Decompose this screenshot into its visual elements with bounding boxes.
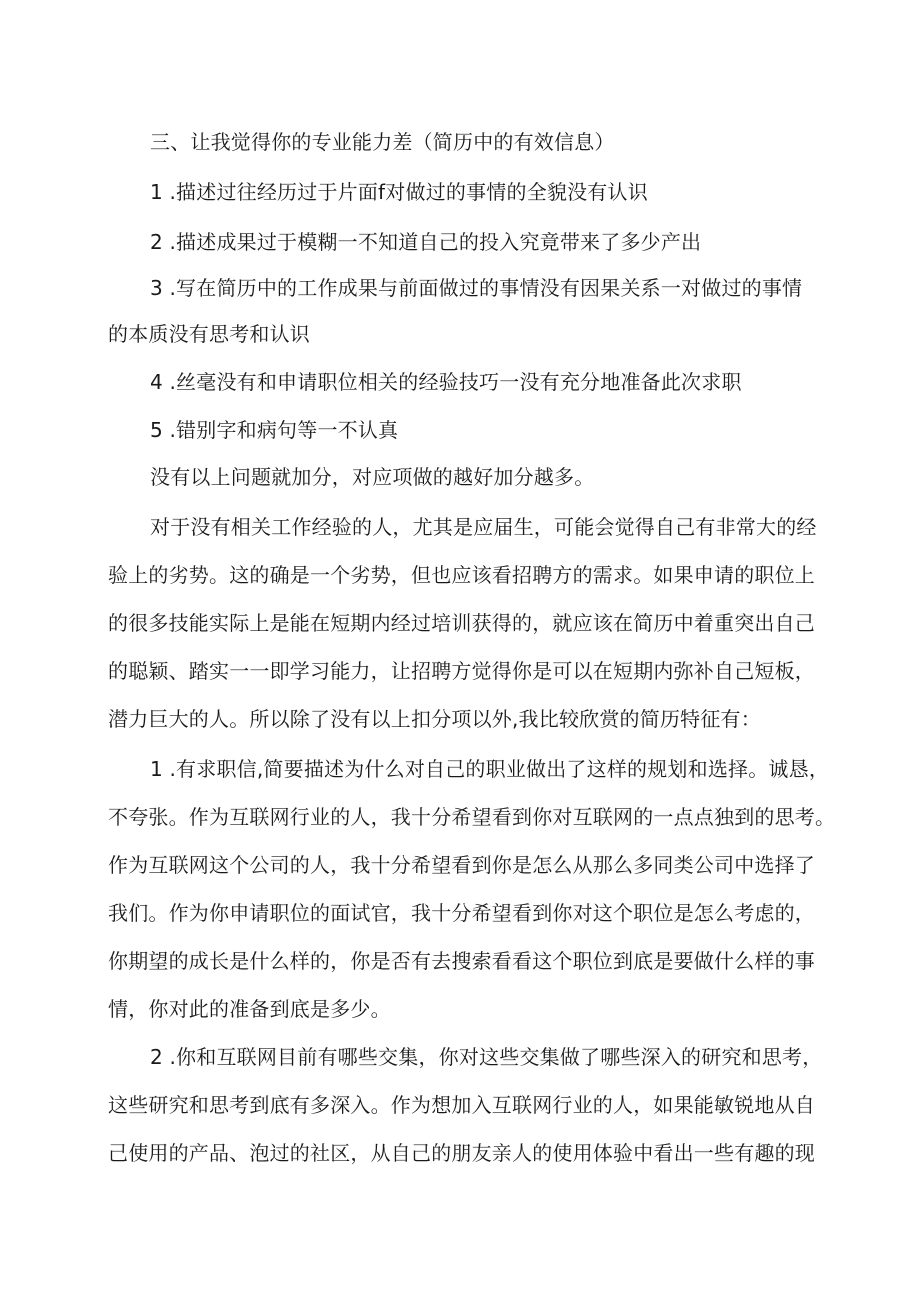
feature-text: .你和互联网目前有哪些交集，你对这些交集做了哪些深入的研究和思考，: [169, 1045, 823, 1069]
feature-number: 2: [150, 1045, 163, 1069]
list-text: .描述过往经历过于片面f对做过的事情的全貌没有认识: [169, 180, 648, 204]
list-text: .描述成果过于模糊一不知道自己的投入究竟带来了多少产出: [169, 230, 702, 254]
list-item: [150, 230, 701, 254]
section-heading: 三、让我觉得你的专业能力差（简历中的有效信息）: [150, 130, 615, 154]
feature-line: 己使用的产品、泡过的社区，从自己的朋友亲人的使用体验中看出一些有趣的现: [108, 1141, 815, 1165]
feature-line: 我们。作为你申请职位的面试官，我十分希望看到你对这个职位是怎么考虑的，: [108, 901, 815, 925]
feature-line: 你期望的成长是什么样的，你是否有去搜索看看这个职位到底是要做什么样的事: [108, 949, 815, 973]
paragraph-line: 的很多技能实际上是能在短期内经过培训获得的，就应该在简历中着重突出自己: [108, 611, 815, 635]
list-number: 2: [150, 230, 163, 254]
list-text: .错别字和病句等一不认真: [169, 418, 399, 442]
feature-line: 情，你对此的准备到底是多少。: [108, 997, 391, 1021]
feature-number: 1: [150, 757, 163, 781]
list-text: .丝毫没有和申请职位相关的经验技巧一没有充分地准备此次求职: [169, 370, 742, 394]
list-item: [150, 276, 802, 300]
list-number: 4: [150, 370, 163, 394]
paragraph-line: 的聪颖、踏实一一即学习能力，让招聘方觉得你是可以在短期内弥补自己短板，: [108, 659, 815, 683]
list-text: .写在简历中的工作成果与前面做过的事情没有因果关系一对做过的事情: [169, 276, 803, 300]
paragraph-line: 验上的劣势。这的确是一个劣势，但也应该看招聘方的需求。如果申请的职位上: [108, 563, 815, 587]
feature-line: [150, 757, 829, 781]
feature-text: .有求职信,简要描述为什么对自己的职业做出了这样的规划和选择。诚恳，: [169, 757, 830, 781]
feature-line: 不夸张。作为互联网行业的人，我十分希望看到你对互联网的一点点独到的思考。: [108, 805, 836, 829]
list-item: [150, 180, 648, 204]
paragraph-line: 对于没有相关工作经验的人，尤其是应届生，可能会觉得自己有非常大的经: [150, 515, 817, 539]
list-item-continuation: 的本质没有思考和认识: [108, 322, 310, 346]
feature-line: 这些研究和思考到底有多深入。作为想加入互联网行业的人，如果能敏锐地从自: [108, 1093, 815, 1117]
list-number: 3: [150, 276, 163, 300]
feature-line: 作为互联网这个公司的人，我十分希望看到你是怎么从那么多同类公司中选择了: [108, 853, 815, 877]
list-item: [150, 418, 398, 442]
paragraph-line: 潜力巨大的人。所以除了没有以上扣分项以外,我比较欣赏的简历特征有：: [108, 707, 761, 731]
list-number: 1: [150, 180, 163, 204]
list-number: 5: [150, 418, 163, 442]
summary-text: 没有以上问题就加分，对应项做的越好加分越多。: [150, 465, 595, 489]
feature-line: [150, 1045, 822, 1069]
list-item: [150, 370, 742, 394]
